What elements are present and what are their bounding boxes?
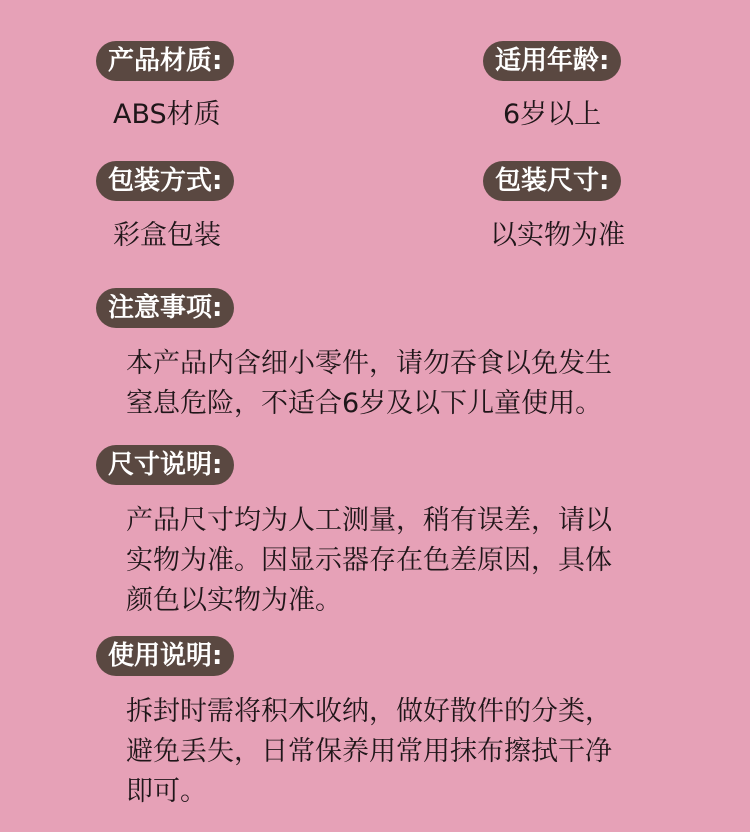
- package-size-value: 以实物为准: [490, 220, 625, 251]
- caution-text: [126, 344, 686, 424]
- caution-title: 注意事项:: [96, 288, 234, 328]
- size-note-line: 产品尺寸均为人工测量，稍有误差，请以: [126, 505, 612, 536]
- usage-title: 使用说明:: [96, 636, 234, 676]
- age-label: 适用年龄:: [483, 41, 621, 81]
- usage-line: 拆封时需将积木收纳，做好散件的分类，: [126, 696, 612, 727]
- caution-line: 窒息危险，不适合6岁及以下儿童使用。: [126, 388, 603, 419]
- usage-text: [126, 692, 686, 812]
- packaging-label: 包装方式:: [96, 161, 234, 201]
- caution-line: 本产品内含细小零件，请勿吞食以免发生: [126, 348, 612, 379]
- material-value: ABS材质: [113, 99, 221, 130]
- size-note-title: 尺寸说明:: [96, 445, 234, 485]
- packaging-value: 彩盒包装: [113, 220, 221, 251]
- size-note-text: [126, 501, 686, 621]
- size-note-line: 实物为准。因显示器存在色差原因，具体: [126, 545, 612, 576]
- age-value: 6岁以上: [503, 99, 602, 130]
- material-label: 产品材质:: [96, 41, 234, 81]
- usage-line: 即可。: [126, 776, 207, 807]
- size-note-line: 颜色以实物为准。: [126, 585, 342, 616]
- usage-line: 避免丢失，日常保养用常用抹布擦拭干净: [126, 736, 612, 767]
- package-size-label: 包装尺寸:: [483, 161, 621, 201]
